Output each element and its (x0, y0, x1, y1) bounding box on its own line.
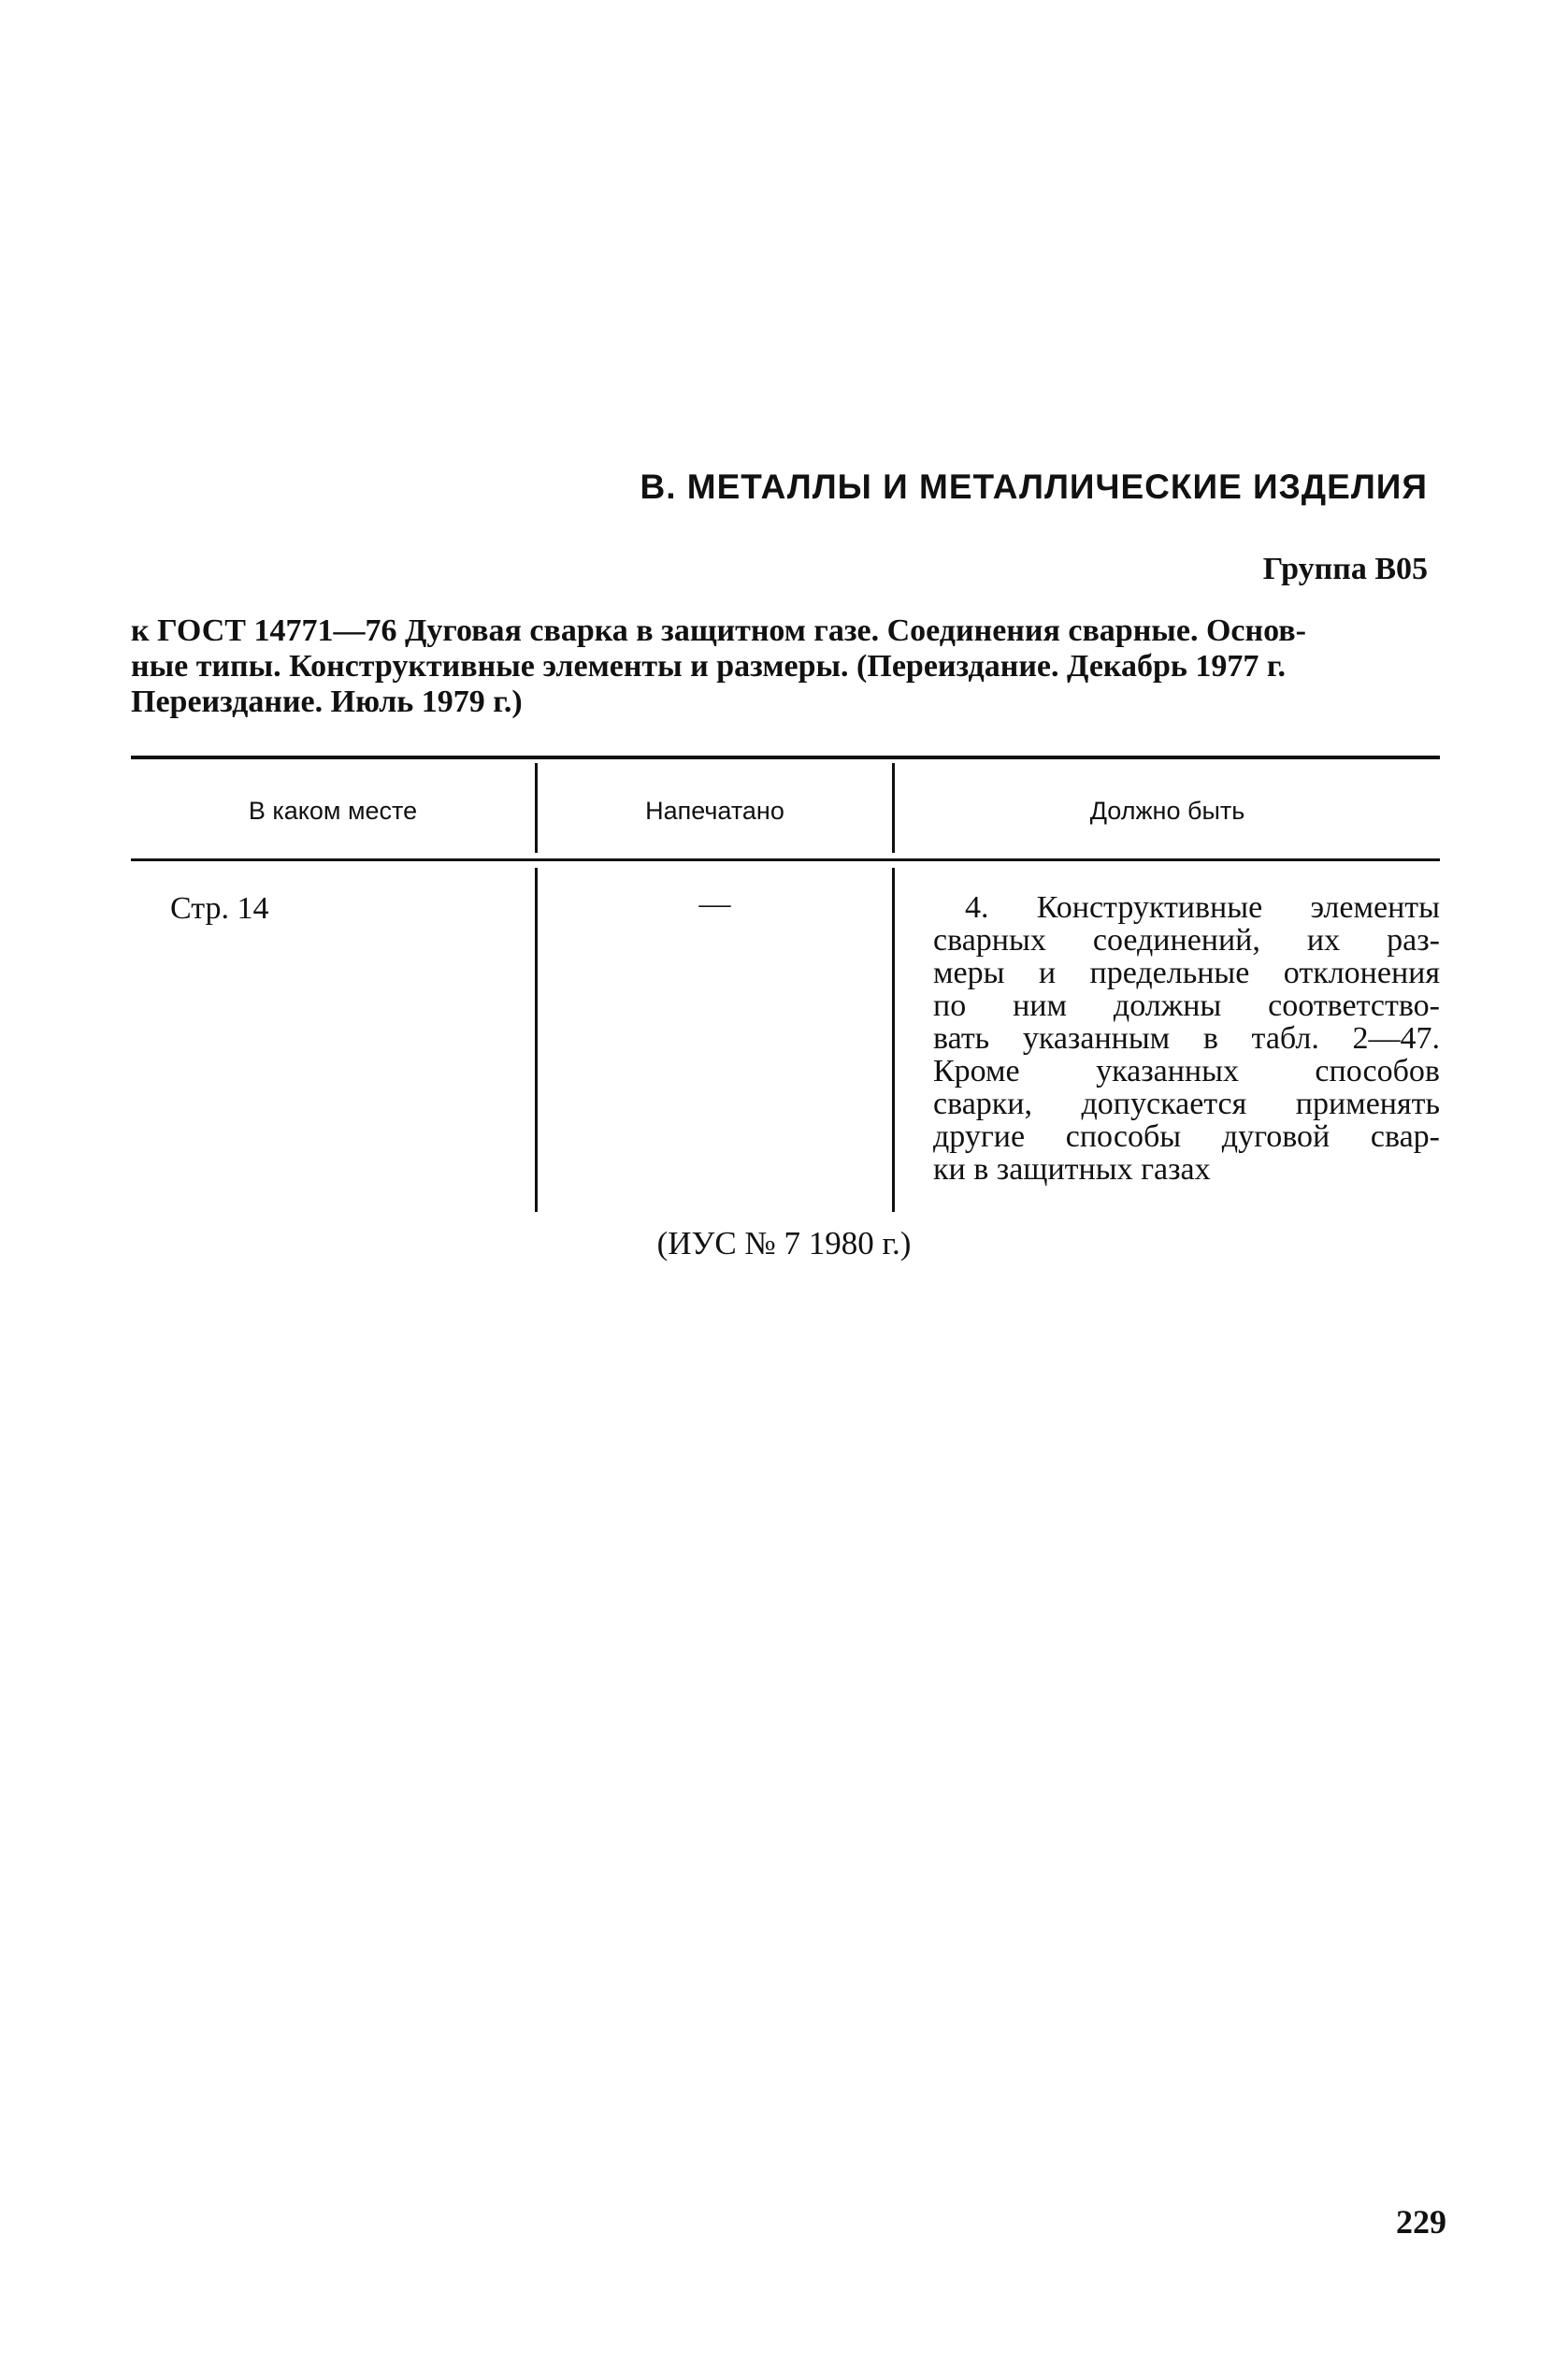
should-be-line: меры и предельные отклонения (933, 956, 1440, 990)
amendment-title-line: к ГОСТ 14771—76 Дуговая сварка в защитном газе. Соединения сварные. Основ- (131, 613, 1306, 648)
column-divider (892, 868, 895, 1212)
header-location: В каком месте (248, 797, 418, 825)
amendment-title-line: Переиздание. Июль 1979 г.) (131, 685, 523, 719)
section-title: В. МЕТАЛЛЫ И МЕТАЛЛИЧЕСКИЕ ИЗДЕЛИЯ (640, 468, 1428, 506)
correction-table (131, 756, 1440, 1212)
cell-should-be (933, 891, 1440, 1186)
table-top-rule (131, 756, 1440, 759)
should-be-line: 4. Конструктивные элементы (965, 890, 1440, 925)
cell-location: Стр. 14 (170, 891, 269, 926)
header-printed: Напечатано (645, 797, 784, 825)
table-header-rule (131, 858, 1440, 861)
page-number: 229 (1396, 2203, 1446, 2241)
should-be-line: сварки, допускается применять (933, 1087, 1440, 1121)
header-should-be: Должно быть (1089, 797, 1245, 825)
amendment-title (131, 613, 1440, 720)
cell-printed: — (698, 886, 731, 921)
should-be-line: по ним должны соответство- (933, 988, 1440, 1023)
amendment-title-line: ные типы. Конструктивные элементы и размеры. (Переиздание. Декабрь 1977 г. (131, 649, 1286, 684)
should-be-line: другие способы дуговой свар- (933, 1119, 1440, 1154)
should-be-line: вать указанным в табл. 2—47. (933, 1021, 1440, 1056)
source-note: (ИУС № 7 1980 г.) (656, 1225, 912, 1261)
should-be-line: ки в защитных газах (933, 1152, 1211, 1187)
should-be-line: сварных соединений, их раз- (933, 923, 1440, 958)
should-be-line: Кроме указанных способов (933, 1054, 1440, 1088)
group-label: Группа В05 (1262, 552, 1428, 586)
